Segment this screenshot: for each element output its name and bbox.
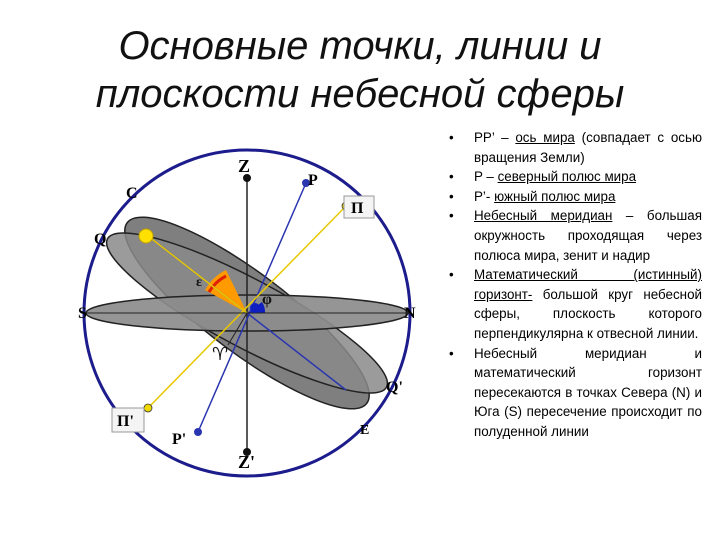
definition-item bbox=[446, 344, 702, 442]
definition-text bbox=[474, 187, 702, 207]
bullet-marker: • bbox=[449, 169, 454, 185]
label-Q-prime: Q' bbox=[386, 379, 403, 396]
label-P-prime: P' bbox=[172, 431, 187, 448]
label-Pi: П bbox=[351, 200, 364, 217]
observer-point bbox=[250, 303, 260, 313]
title-line-1: Основные точки, линии и bbox=[118, 24, 602, 68]
text-span: P – bbox=[474, 169, 498, 185]
definition-text bbox=[474, 128, 702, 167]
definition-text bbox=[474, 206, 702, 265]
label-N: N bbox=[404, 305, 416, 322]
definition-text bbox=[474, 265, 702, 343]
bullet-marker: • bbox=[449, 188, 454, 204]
definition-text bbox=[474, 344, 702, 442]
label-S: S bbox=[78, 305, 87, 322]
sun-point bbox=[139, 229, 153, 243]
underlined-term: ось мира bbox=[515, 130, 575, 145]
definition-item bbox=[446, 187, 702, 207]
underlined-term: Небесный меридиан bbox=[474, 208, 613, 224]
text-span: PP’ – bbox=[474, 130, 516, 145]
label-E: E bbox=[360, 423, 370, 438]
underlined-term: северный полюс мира bbox=[497, 169, 637, 185]
definition-item bbox=[446, 167, 702, 187]
south-pole-point bbox=[194, 428, 202, 436]
title-line-2: плоскости небесной сферы bbox=[95, 72, 625, 116]
text-span: P’- bbox=[474, 188, 495, 204]
text-span: – большая окружность проходящая через полюса мира, зенит и надир bbox=[474, 208, 702, 263]
definition-item bbox=[446, 128, 702, 167]
definition-item bbox=[446, 265, 702, 343]
bullet-marker: • bbox=[449, 130, 454, 145]
label-P: P bbox=[308, 172, 318, 189]
label-Q: Q bbox=[94, 231, 107, 248]
label-epsilon: ε bbox=[196, 275, 202, 290]
label-C: C bbox=[126, 185, 138, 202]
underlined-term: южный полюс мира bbox=[494, 188, 616, 204]
label-phi: φ bbox=[262, 291, 272, 308]
text-span: Небесный меридиан и математический горизонт пересекаются в точках Севера (N) и Юга (S) пересечение происходит по полуденной линии bbox=[474, 345, 702, 439]
bullet-marker: • bbox=[449, 345, 454, 361]
label-aries: ♈ bbox=[212, 344, 229, 365]
definitions-list bbox=[446, 128, 702, 442]
definition-item bbox=[446, 206, 702, 265]
bullet-marker: • bbox=[449, 208, 454, 224]
text-span: большой круг небесной сферы, плоскость которого перпендикулярна к отвесной линии. bbox=[474, 286, 702, 341]
definition-text bbox=[474, 167, 702, 187]
underlined-term: Математический (истинный) горизонт- bbox=[474, 267, 702, 302]
label-Z: Z bbox=[238, 156, 251, 176]
text-span: (совпадает с осью вращения Земли) bbox=[474, 130, 703, 165]
bullet-marker: • bbox=[449, 267, 454, 283]
label-Z-prime: Z' bbox=[238, 452, 256, 472]
ecliptic-south-pole-point bbox=[144, 404, 152, 412]
label-Pi-prime: П' bbox=[117, 413, 134, 430]
